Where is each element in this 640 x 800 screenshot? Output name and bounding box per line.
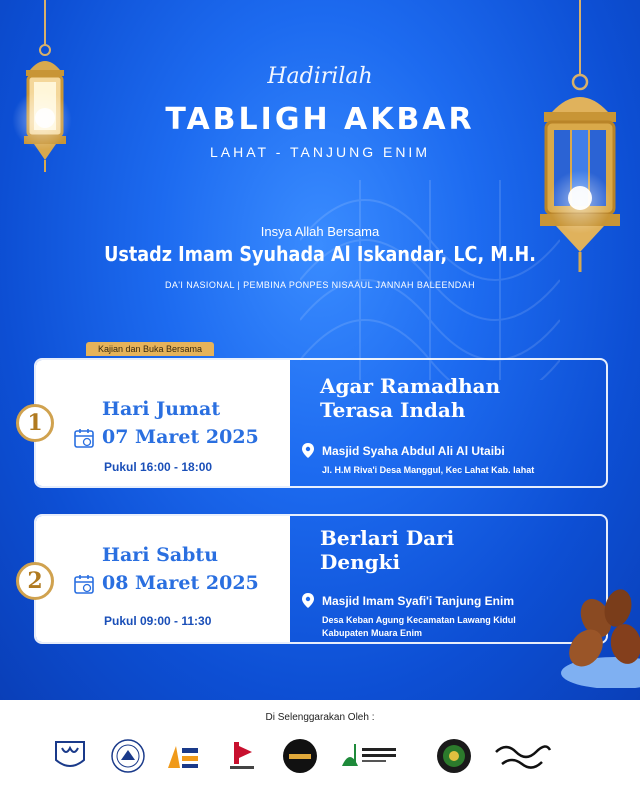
event-address: Jl. H.M Riva'i Desa Manggul, Kec Lahat Kab. lahat — [322, 465, 535, 475]
event-address: Desa Keban Agung Kecamatan Lawang Kidul — [322, 615, 516, 625]
event-title: TABLIGH AKBAR — [165, 102, 475, 137]
event-address: Kabupaten Muara Enim — [322, 628, 423, 638]
sunnah-logo-icon — [282, 738, 318, 774]
event-theme-line: Dengki — [320, 550, 401, 574]
event-day: Hari Sabtu — [102, 544, 219, 566]
insan-pana-logo-icon — [164, 738, 200, 774]
event-card-2 — [27, 514, 608, 644]
isyu-logo-icon — [52, 738, 88, 774]
event-theme-line: Agar Ramadhan — [320, 374, 501, 398]
lahat-mengaji-logo-icon — [224, 738, 260, 774]
event-date: 07 Maret 2025 — [102, 426, 259, 448]
masjid-imam-syafii-logo-icon — [338, 738, 398, 774]
section-tag: Kajian dan Buka Bersama — [86, 342, 214, 356]
event-theme-line: Berlari Dari — [320, 526, 455, 550]
location-pin-icon — [300, 592, 316, 610]
event-time: Pukul 09:00 - 11:30 — [104, 614, 212, 628]
event-location: LAHAT - TANJUNG ENIM — [210, 144, 430, 160]
pesantren-logo-icon — [110, 738, 146, 774]
event-theme — [320, 526, 590, 574]
event-card-1 — [27, 358, 608, 488]
speaker-description: DA'I NASIONAL | PEMBINA PONPES NISAAUL JANNAH BALEENDAH — [165, 280, 475, 290]
dates-bowl-image — [556, 578, 640, 688]
greeting-text: Hadirilah — [267, 64, 373, 89]
location-pin-icon — [300, 442, 316, 460]
event-theme — [320, 374, 590, 422]
event-theme-line: Terasa Indah — [320, 398, 466, 422]
speaker-intro: Insya Allah Bersama — [260, 224, 380, 239]
event-time: Pukul 16:00 - 18:00 — [104, 460, 213, 474]
organized-by-label: Di Selenggarakan Oleh : — [265, 712, 375, 723]
event-number-badge: 1 — [16, 404, 54, 442]
calendar-icon — [74, 574, 94, 594]
event-date: 08 Maret 2025 — [102, 572, 259, 594]
calendar-icon — [74, 428, 94, 448]
tanjung-enim-mengaji-logo-icon — [492, 738, 552, 774]
event-mosque: Masjid Imam Syafi'i Tanjung Enim — [322, 594, 514, 608]
speaker-name: Ustadz Imam Syuhada Al Iskandar, LC, M.H. — [104, 242, 536, 266]
event-mosque: Masjid Syaha Abdul Ali Al Utaibi — [322, 444, 505, 458]
event-day: Hari Jumat — [102, 398, 221, 420]
green-seal-logo-icon — [436, 738, 472, 774]
event-number-badge: 2 — [16, 562, 54, 600]
